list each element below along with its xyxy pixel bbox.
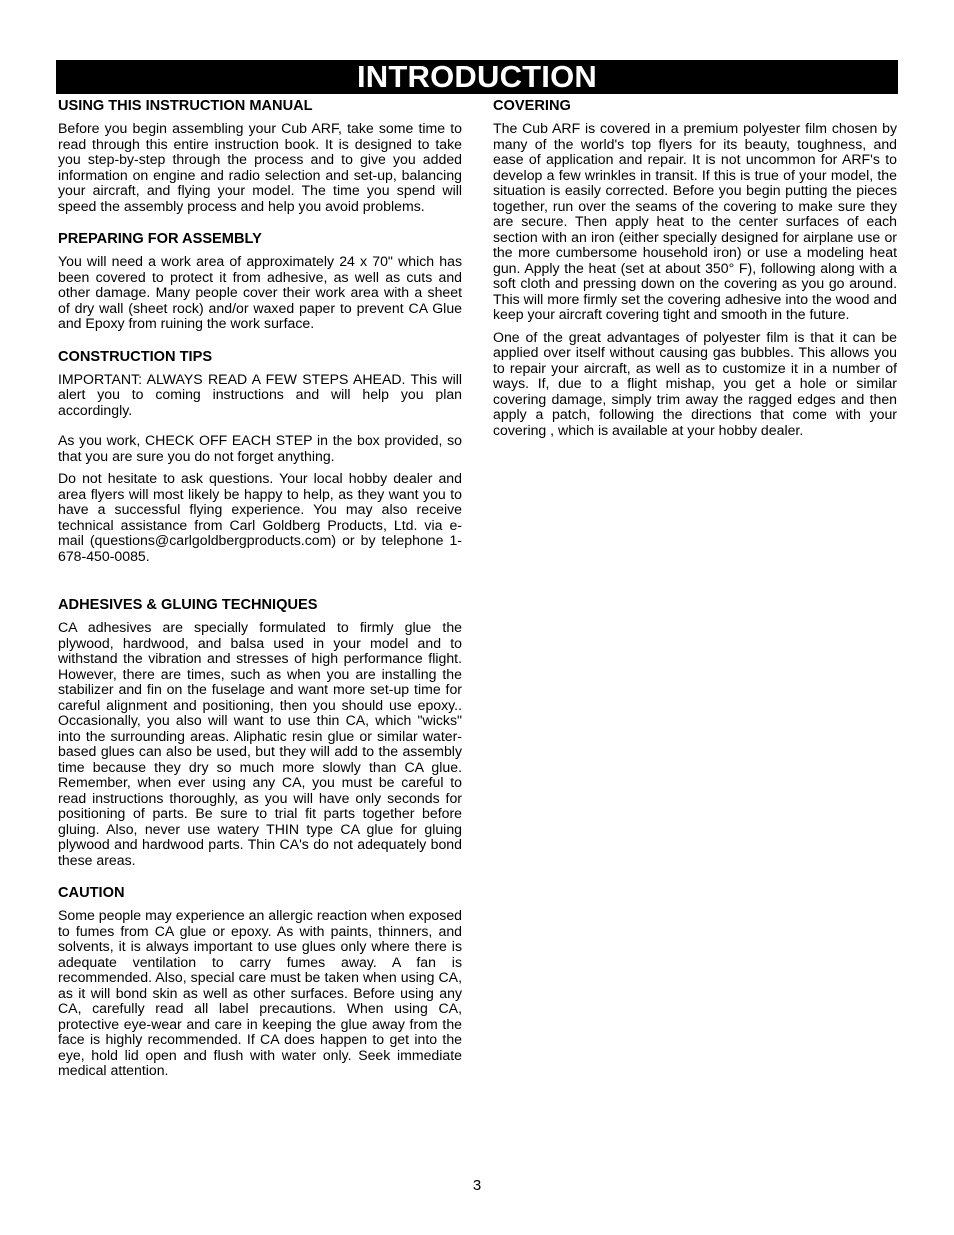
section-adhesives: [58, 596, 462, 868]
section-covering: [493, 97, 897, 438]
paragraph: CA adhesives are specially formulated to firmly glue the plywood, hardwood, and balsa used in your model and to withstand the vibration and stresses of high performance flight. However, there are times, such as when you are installing the stabilizer and fin on the fuselage and want more set-up time for careful alignment and positioning, then you should use epoxy.. Occasionally, you also will want to use thin CA, which "wicks" into the surrounding areas. Aliphatic resin glue or similar water-based glues can also be used, but they will add to the assembly time because they dry so much more slowly than CA glue. Remember, when ever using any CA, you must be careful to read instructions thoroughly, as you will have only seconds for positioning of parts. Be sure to trial fit parts together before gluing. Also, never use watery THIN type CA glue for gluing plywood and hardwood parts. Thin CA's do not adequately bond these areas.: [58, 619, 462, 868]
section-construction-tips: [58, 348, 462, 565]
section-heading: COVERING: [493, 98, 571, 114]
right-column: [493, 97, 897, 454]
left-column: [58, 97, 462, 1095]
section-heading: PREPARING FOR ASSEMBLY: [58, 231, 262, 247]
section-preparing-assembly: [58, 230, 462, 332]
page-number: 3: [472, 1177, 482, 1194]
paragraph: IMPORTANT: ALWAYS READ A FEW STEPS AHEAD. This will alert you to coming instructions and will help you plan accordingly.: [58, 370, 462, 418]
section-heading: CONSTRUCTION TIPS: [58, 348, 213, 365]
section-using-manual: [58, 97, 462, 214]
paragraph: As you work, CHECK OFF EACH STEP in the box provided, so that you are sure you do not forget anything.: [58, 432, 462, 464]
section-heading: USING THIS INSTRUCTION MANUAL: [58, 98, 313, 114]
page-title: INTRODUCTION: [356, 59, 598, 94]
section-heading: CAUTION: [58, 885, 125, 901]
paragraph: Some people may experience an allergic reaction when exposed to fumes from CA glue or epoxy. As with paints, thinners, and solvents, it is always important to use glues only where there is adequate ventilation to carry fumes away. A fan is recommended. Also, special care must be taken when using CA, as it will bond skin as well as other surfaces. Before using any CA, carefully read all label precautions. When using CA, protective eye-wear and care in keeping the glue away from the face is highly recommended. If CA does happen to get into the eye, hold lid open and flush with water only. Seek immediate medical attention.: [58, 907, 462, 1078]
paragraph: Do not hesitate to ask questions. Your local hobby dealer and area flyers will most likely be happy to help, as they want you to have a successful flying experience. You may also receive technical assistance from Carl Goldberg Products, Ltd. via e-mail (questions@carlgoldbergproducts.com) or by telephone 1-678-450-0085.: [58, 470, 462, 564]
paragraph: One of the great advantages of polyester film is that it can be applied over itself without causing gas bubbles. This allows you to repair your aircraft, as well as to customize it in a number of ways. If, due to a flight mishap, you get a hole or similar covering damage, simply trim away the ragged edges and then apply a patch, following the directions that come with your covering , which is available at your hobby dealer.: [493, 328, 897, 438]
paragraph: You will need a work area of approximately 24 x 70" which has been covered to protect it from adhesive, as well as cuts and other damage. Many people cover their work area with a sheet of dry wall (sheet rock) and/or waxed paper to prevent CA Glue and Epoxy from ruining the work surface.: [58, 253, 462, 331]
paragraph: The Cub ARF is covered in a premium polyester film chosen by many of the world's top flyers for its beauty, toughness, and ease of application and repair. It is not uncommon for ARF's to develop a few wrinkles in transit. If this is true of your model, the situation is easily corrected. Before you begin putting the pieces together, run over the seams of the covering to make sure they are secure. Then apply heat to the center surfaces of each section with an iron (either specially designed for airplane use or the more cumbersome household iron) or use a modeling heat gun. Apply the heat (set at about 350° F), following along with a soft cloth and pressing down on the covering as you go around. This will more firmly set the covering adhesive into the wood and keep your aircraft covering tight and smooth in the future.: [493, 120, 897, 322]
section-caution: [58, 884, 462, 1079]
paragraph: Before you begin assembling your Cub ARF, take some time to read through this entire instruction book. It is designed to take you step-by-step through the process and to give you added information on engine and radio selection and set-up, balancing your aircraft, and flying your model. The time you spend will speed the assembly process and help you avoid problems.: [58, 120, 462, 214]
title-banner: [56, 60, 898, 94]
section-heading: ADHESIVES & GLUING TECHNIQUES: [58, 597, 318, 613]
